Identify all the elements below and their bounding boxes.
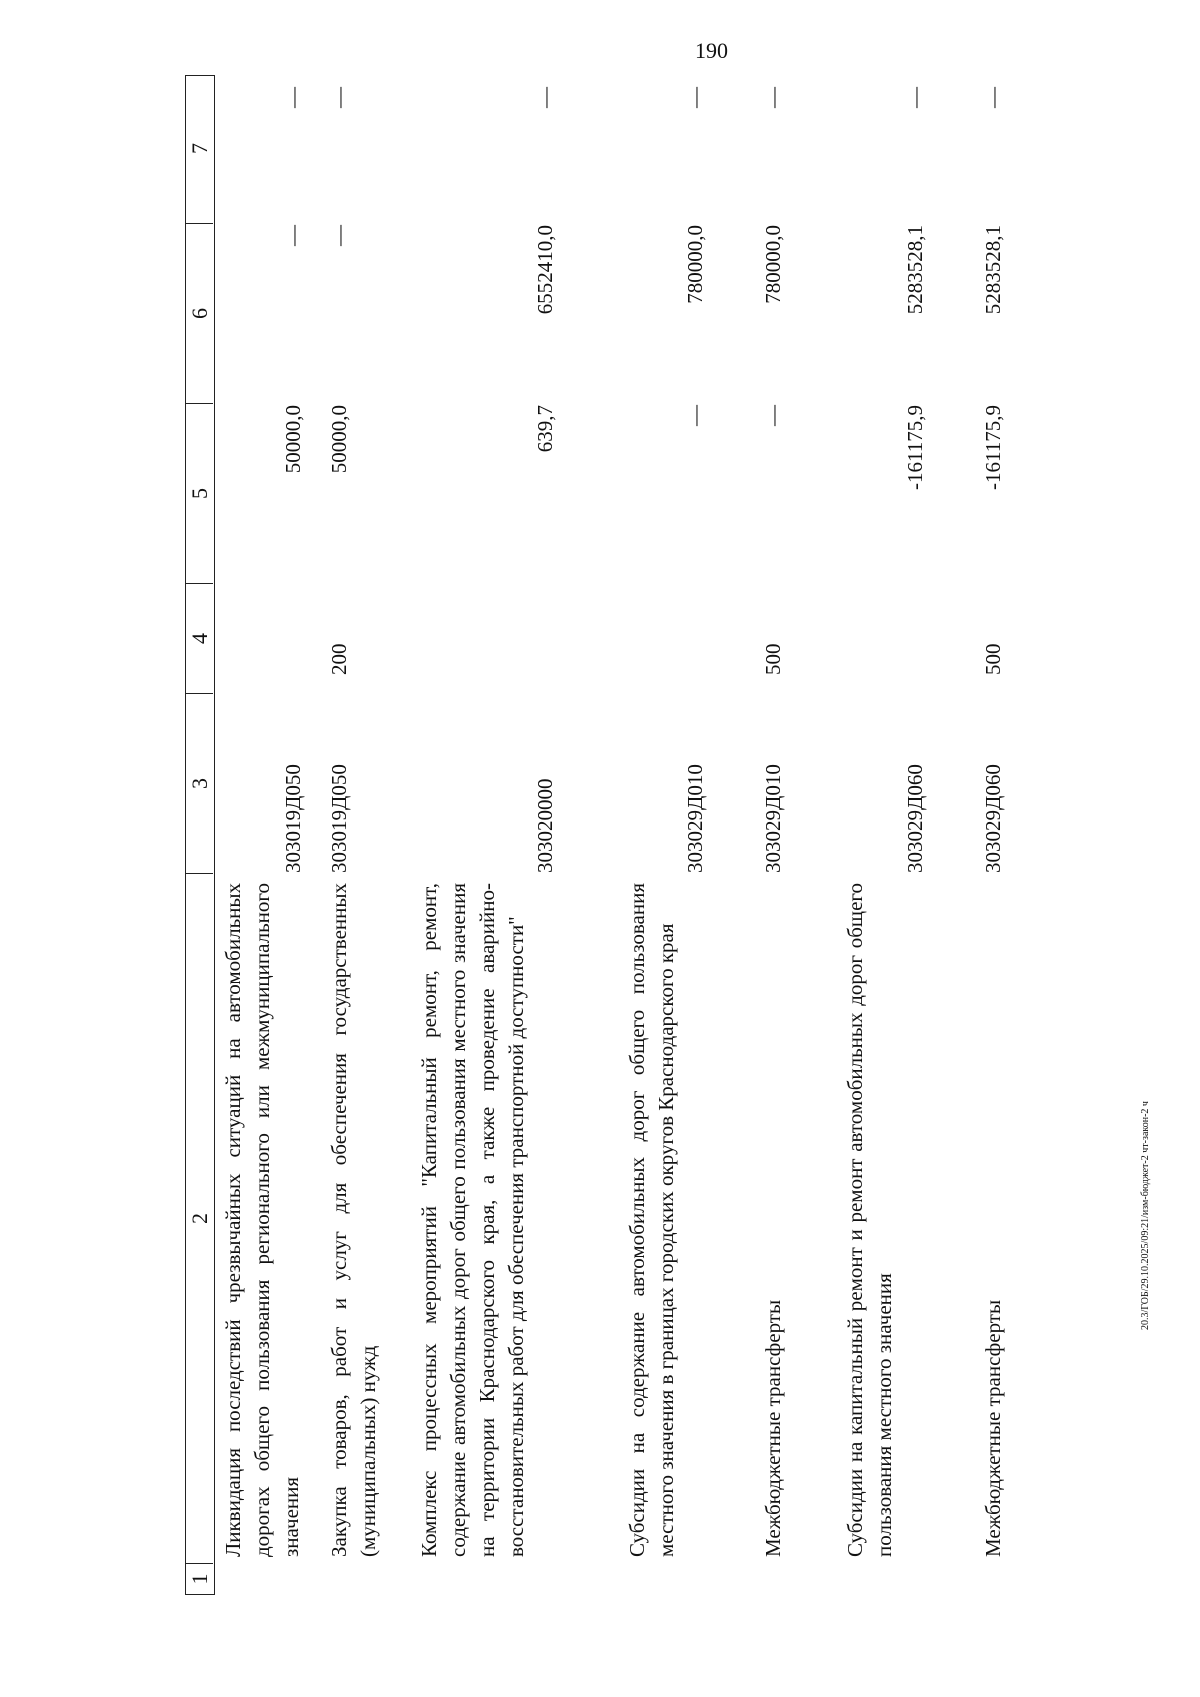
row-description: Межбюджетные трансферты: [761, 1299, 785, 1557]
row-code: 303020000: [533, 778, 557, 873]
row-value-7: —: [981, 87, 1005, 108]
row-description: Закупка товаров, работ и услуг для обеспечения государственных (муниципальных) нужд: [327, 883, 380, 1557]
row-code: 303029Д060: [903, 764, 927, 873]
row-value-6: —: [327, 225, 351, 246]
row-value-5: —: [761, 405, 785, 426]
row-value-7: —: [761, 87, 785, 108]
row-code: 303019Д050: [281, 764, 305, 873]
table-row: [841, 75, 933, 1595]
header-col-7: 7: [186, 74, 213, 224]
row-description: Межбюджетные трансферты: [981, 1299, 1005, 1557]
row-value-5: -161175,9: [981, 405, 1005, 490]
row-value-5: 50000,0: [281, 405, 305, 474]
row-code: 303019Д050: [327, 764, 351, 873]
row-code: 303029Д010: [683, 764, 707, 873]
row-type: 500: [761, 643, 785, 675]
row-description: Ликвидация последствий чрезвычайных ситуаций на автомобильных дорогах общего пользования регионального или межмуниципального значения: [221, 883, 303, 1557]
row-value-7: —: [533, 87, 557, 108]
row-value-5: —: [683, 405, 707, 426]
row-value-6: 5283528,1: [903, 225, 927, 315]
row-description: Субсидии на капитальный ремонт и ремонт автомобильных дорог общего пользования местного значения: [843, 883, 896, 1557]
table-row: [979, 75, 1011, 1595]
row-code: 303029Д010: [761, 764, 785, 873]
row-value-5: 639,7: [533, 405, 557, 453]
row-value-7: —: [281, 87, 305, 108]
row-description: Комплекс процессных мероприятий "Капитальный ремонт, ремонт, содержание автомобильных дорог общего пользования местного значения на территории Краснодарского края, а также проведение аварийно-восстановительных работ для обеспечения транспортной доступности": [417, 883, 528, 1557]
header-col-2: 2: [186, 874, 213, 1564]
row-value-6: 780000,0: [761, 225, 785, 304]
table-row: [759, 75, 791, 1595]
page-number: 190: [695, 38, 728, 63]
row-type: 200: [327, 643, 351, 675]
header-col-4: 4: [186, 584, 213, 694]
row-type: 500: [981, 643, 1005, 675]
row-code: 303029Д060: [981, 764, 1005, 873]
row-value-5: 50000,0: [327, 405, 351, 474]
budget-table: [185, 75, 1145, 1595]
table-row: [325, 75, 389, 1595]
row-description: Субсидии на содержание автомобильных дорог общего пользования местного значения в границах городских округов Краснодарского края: [625, 883, 678, 1557]
row-value-7: —: [683, 87, 707, 108]
header-col-5: 5: [186, 404, 213, 584]
footer-document-code: 20.3/ГОБ/29.10.2025/09:21/изм-бюджет-2 чт-закон-2 ч: [1140, 1101, 1151, 1330]
header-col-6: 6: [186, 224, 213, 404]
table-row: [623, 75, 713, 1595]
row-value-7: —: [903, 87, 927, 108]
table-header-row: [185, 75, 215, 1595]
header-col-1: 1: [186, 1573, 212, 1585]
row-value-7: —: [327, 87, 351, 108]
row-value-6: 5283528,1: [981, 225, 1005, 315]
table-row: [219, 75, 311, 1595]
row-value-5: -161175,9: [903, 405, 927, 490]
row-value-6: 6552410,0: [533, 225, 557, 315]
row-value-6: 780000,0: [683, 225, 707, 304]
header-col-3: 3: [186, 694, 213, 874]
row-value-6: —: [281, 225, 305, 246]
table-row: [415, 75, 595, 1595]
